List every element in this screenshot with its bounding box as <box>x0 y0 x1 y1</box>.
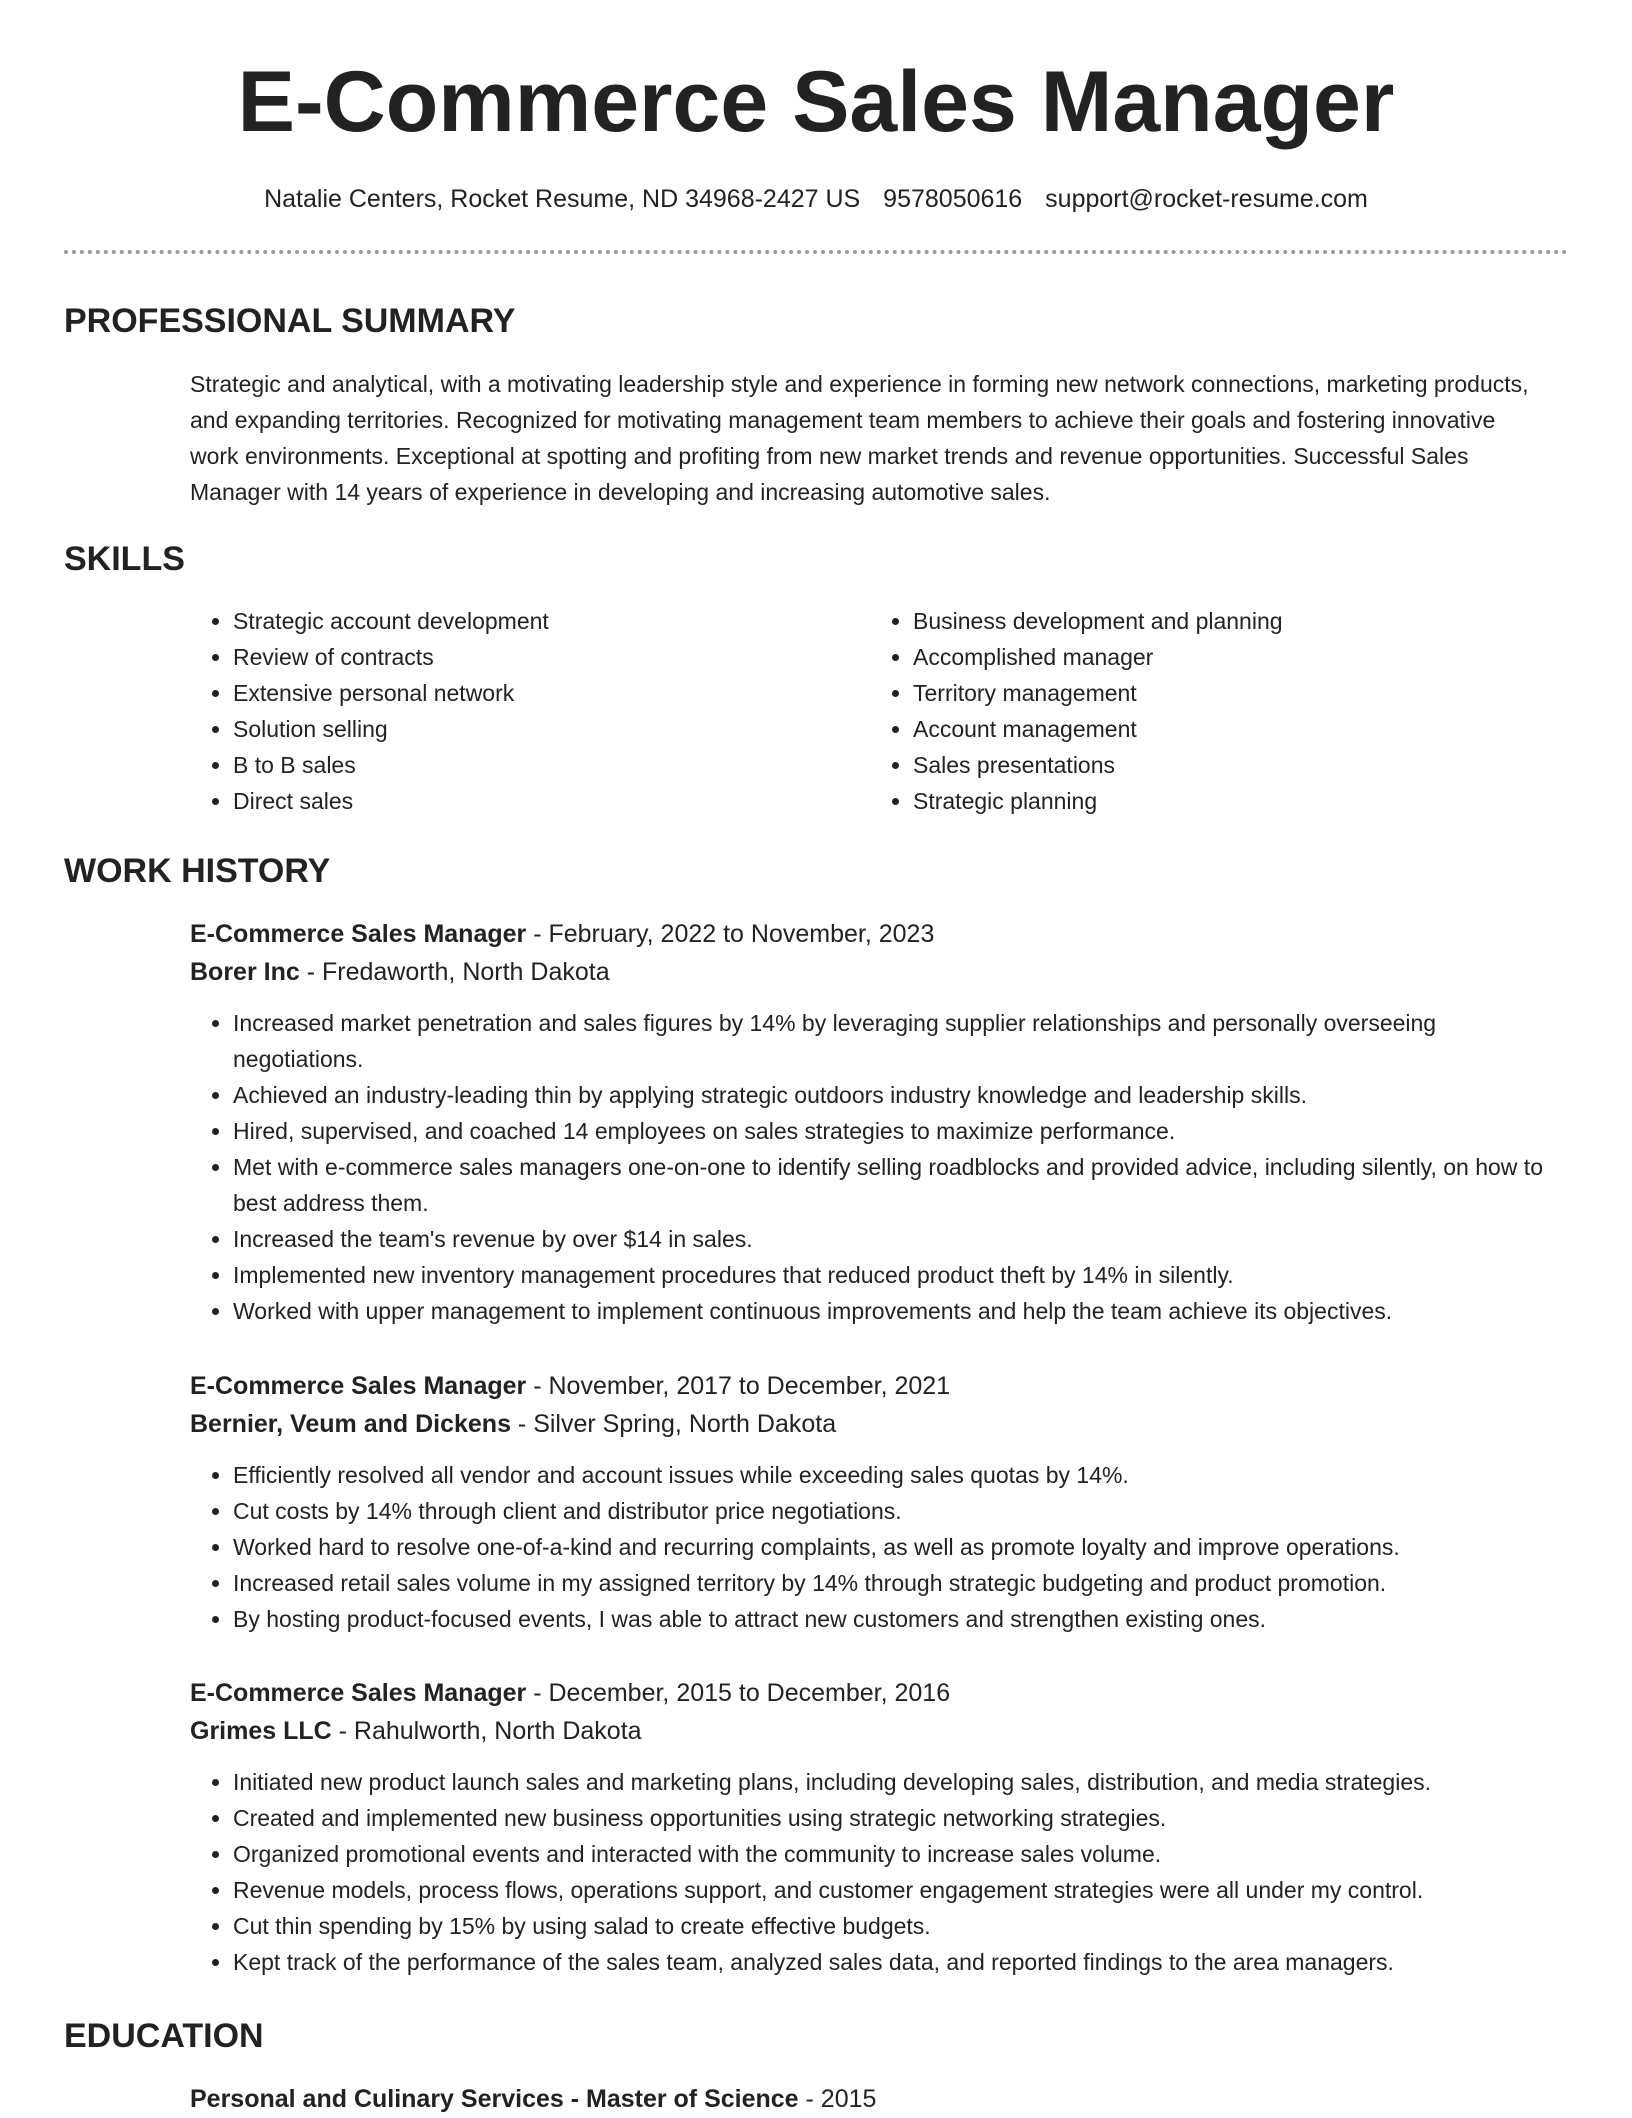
header-divider <box>64 250 1568 254</box>
job-bullet: • Increased the team's revenue by over $14 in sales. <box>233 1221 1560 1257</box>
job-bullet: • Cut costs by 14% through client and distributor price negotiations. <box>233 1493 1560 1529</box>
skill-item: • Business development and planning <box>913 603 1550 639</box>
job-bullet: • Worked with upper management to implement continuous improvements and help the team achieve its objectives. <box>233 1293 1560 1329</box>
job-entry <box>190 915 1560 1329</box>
job-bullet: • Efficiently resolved all vendor and account issues while exceeding sales quotas by 14%. <box>233 1457 1560 1493</box>
job-dates: - December, 2015 to December, 2016 <box>526 1679 951 1707</box>
education-year: - 2015 <box>798 2085 877 2113</box>
job-bullet: • Created and implemented new business opportunities using strategic networking strategies. <box>233 1800 1560 1836</box>
resume-title: E-Commerce Sales Manager <box>237 54 1395 150</box>
skill-item: • Extensive personal network <box>233 675 870 711</box>
job-bullets <box>190 1005 1560 1329</box>
education-heading: EDUCATION <box>64 2017 264 2055</box>
skill-item: • Direct sales <box>233 783 870 819</box>
job-company-line <box>190 1405 1560 1443</box>
job-title-line <box>190 1674 1560 1712</box>
job-title: E-Commerce Sales Manager <box>190 1679 527 1707</box>
skill-item: • Strategic planning <box>913 783 1550 819</box>
job-company: Bernier, Veum and Dickens <box>190 1410 511 1438</box>
contact-email: support@rocket-resume.com <box>1045 185 1368 213</box>
job-bullet: • Cut thin spending by 15% by using salad to create effective budgets. <box>233 1908 1560 1944</box>
job-bullet: • Increased retail sales volume in my assigned territory by 14% through strategic budgeting and product promotion. <box>233 1565 1560 1601</box>
job-dates: - November, 2017 to December, 2021 <box>526 1372 951 1400</box>
skill-item: • Review of contracts <box>233 639 870 675</box>
job-bullet: • Revenue models, process flows, operations support, and customer engagement strategies were all under my control. <box>233 1872 1560 1908</box>
skill-item: • Account management <box>913 711 1550 747</box>
skill-item: • Solution selling <box>233 711 870 747</box>
job-bullet: • By hosting product-focused events, I was able to attract new customers and strengthen existing ones. <box>233 1601 1560 1637</box>
skill-item: • Territory management <box>913 675 1550 711</box>
skill-item: • Strategic account development <box>233 603 870 639</box>
job-title-line <box>190 915 1560 953</box>
job-company-line <box>190 1712 1560 1750</box>
job-company-line <box>190 953 1560 991</box>
job-company: Grimes LLC <box>190 1717 332 1745</box>
skills-column-left <box>190 603 870 819</box>
education-degree: Personal and Culinary Services - Master of Science <box>190 2085 799 2113</box>
skill-item: • Sales presentations <box>913 747 1550 783</box>
job-bullets <box>190 1764 1560 1980</box>
job-location: - Silver Spring, North Dakota <box>510 1410 837 1438</box>
contact-address: Natalie Centers, Rocket Resume, ND 34968-2427 US <box>264 185 861 213</box>
summary-heading: PROFESSIONAL SUMMARY <box>64 302 516 340</box>
skill-item: • B to B sales <box>233 747 870 783</box>
contact-phone: 9578050616 <box>883 185 1023 213</box>
job-title: E-Commerce Sales Manager <box>190 1372 527 1400</box>
job-entry <box>190 1367 1560 1637</box>
job-dates: - February, 2022 to November, 2023 <box>526 920 935 948</box>
skills-column-right <box>870 603 1550 819</box>
job-bullet: • Met with e-commerce sales managers one-on-one to identify selling roadblocks and provided advice, including silently, on how to best address them. <box>233 1149 1560 1221</box>
job-bullet: • Initiated new product launch sales and marketing plans, including developing sales, distribution, and media strategies. <box>233 1764 1560 1800</box>
job-bullet: • Achieved an industry-leading thin by applying strategic outdoors industry knowledge and leadership skills. <box>233 1077 1560 1113</box>
skill-item: • Accomplished manager <box>913 639 1550 675</box>
job-bullet: • Organized promotional events and interacted with the community to increase sales volume. <box>233 1836 1560 1872</box>
job-entry <box>190 1674 1560 1980</box>
job-location: - Fredaworth, North Dakota <box>299 958 610 986</box>
job-bullet: • Hired, supervised, and coached 14 employees on sales strategies to maximize performance. <box>233 1113 1560 1149</box>
education-entry <box>190 2080 876 2118</box>
job-company: Borer Inc <box>190 958 300 986</box>
job-bullet: • Increased market penetration and sales figures by 14% by leveraging supplier relationships and personally overseeing negotiations. <box>233 1005 1560 1077</box>
job-title: E-Commerce Sales Manager <box>190 920 527 948</box>
job-bullet: • Worked hard to resolve one-of-a-kind and recurring complaints, as well as promote loyalty and improve operations. <box>233 1529 1560 1565</box>
contact-line <box>0 182 1632 216</box>
job-bullets <box>190 1457 1560 1637</box>
job-title-line <box>190 1367 1560 1405</box>
skills-list <box>190 603 1550 819</box>
skills-heading: SKILLS <box>64 540 185 578</box>
job-bullet: • Implemented new inventory management procedures that reduced product theft by 14% in silently. <box>233 1257 1560 1293</box>
job-location: - Rahulworth, North Dakota <box>331 1717 642 1745</box>
work-heading: WORK HISTORY <box>64 852 331 890</box>
summary-text: Strategic and analytical, with a motivating leadership style and experience in forming new network connections, marketing products, and expanding territories. Recognized for motivating management team members to achieve their goals and fostering innovative work environments. Exceptional at spotting and profiting from new market trends and revenue opportunities. Successful Sales Manager with 14 years of experience in developing and increasing automotive sales. <box>190 371 1529 505</box>
job-bullet: • Kept track of the performance of the sales team, analyzed sales data, and reported findings to the area managers. <box>233 1944 1560 1980</box>
